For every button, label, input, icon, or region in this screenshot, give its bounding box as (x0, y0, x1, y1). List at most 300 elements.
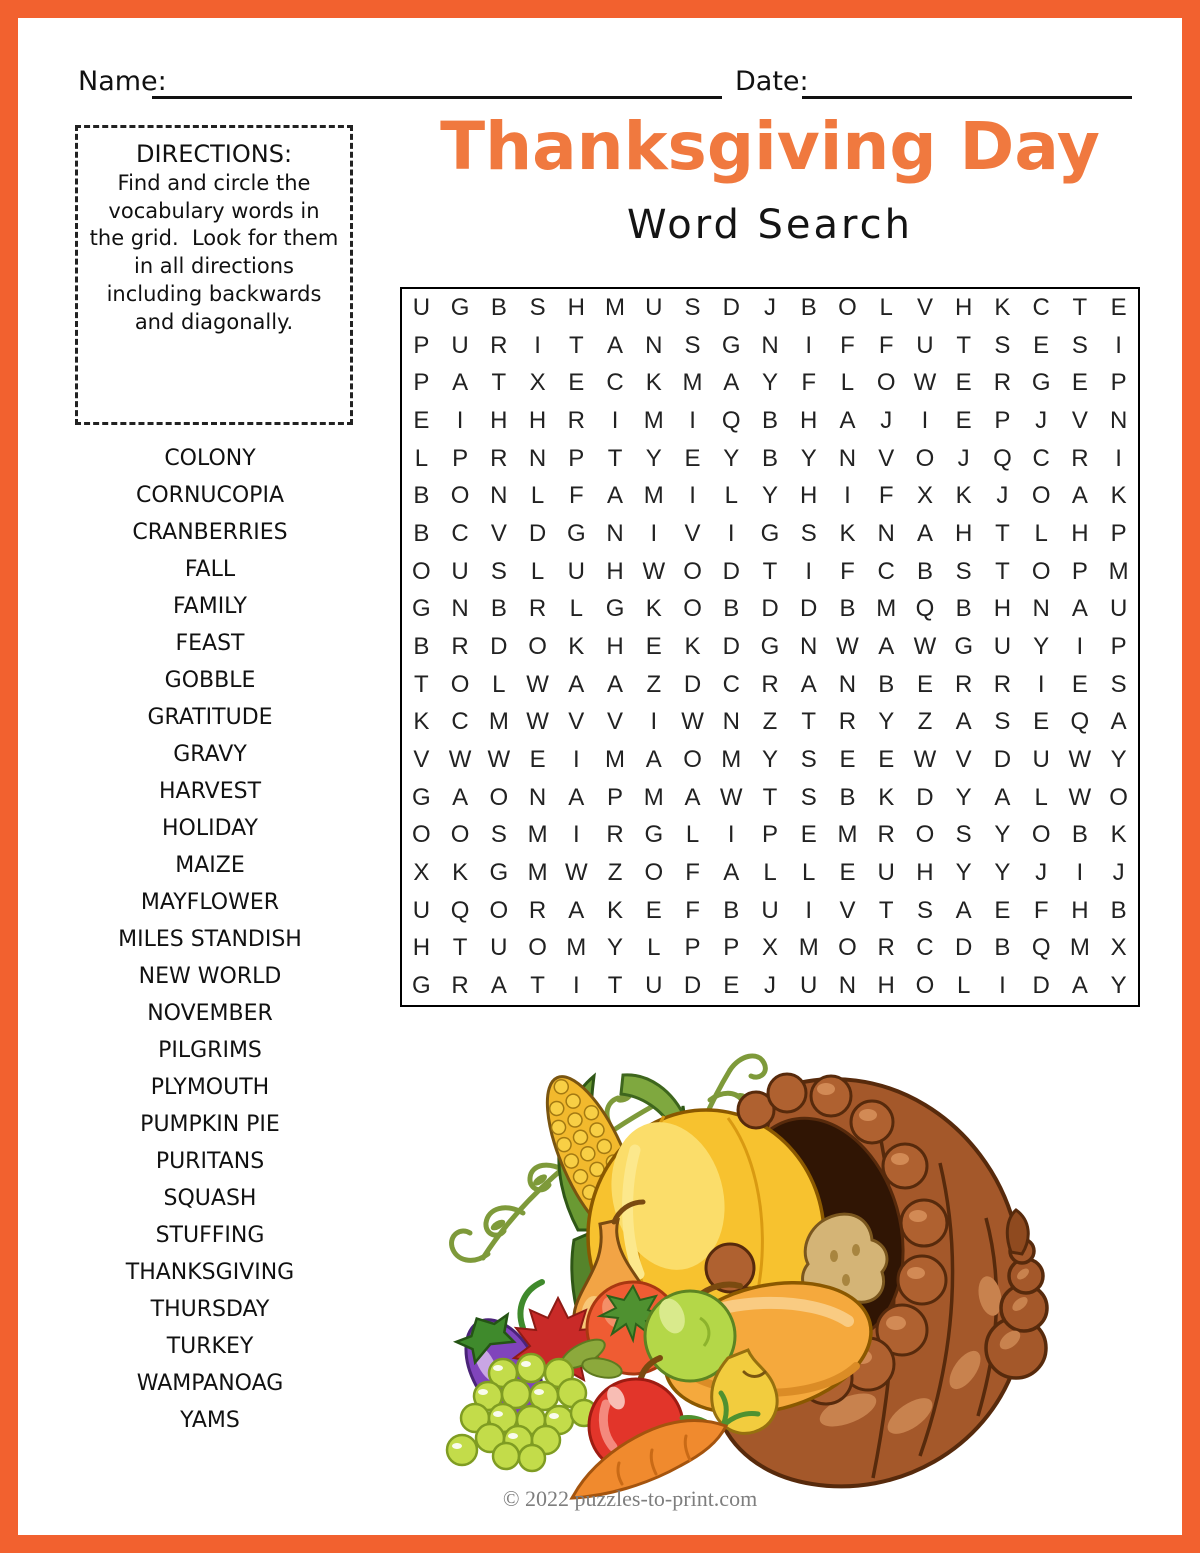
grid-letter: I (805, 557, 813, 585)
grid-letter: B (723, 896, 740, 924)
grid-letter: F (685, 859, 700, 887)
grid-letter: W (719, 783, 743, 811)
grid-letter: S (684, 293, 701, 321)
grid-letter: H (490, 406, 508, 434)
grid-letter: U (1109, 595, 1128, 623)
grid-letter: I (572, 821, 580, 849)
grid-letter: E (1110, 293, 1127, 321)
grid-letter: H (800, 406, 818, 434)
grid-letter: X (1110, 934, 1127, 962)
grid-letter: Y (1033, 632, 1050, 660)
grid-letter: Z (917, 708, 933, 736)
grid-letter: K (1110, 821, 1127, 849)
grid-letter: W (913, 746, 937, 774)
grid-letter: I (572, 746, 580, 774)
grid-letter: S (800, 519, 817, 547)
grid-letter: R (1071, 444, 1089, 472)
grid-letter: W (913, 632, 937, 660)
grid-letter: B (761, 406, 778, 434)
grid-letter: O (838, 293, 857, 321)
grid-letter: C (606, 369, 624, 397)
grid-letter: G (760, 519, 780, 547)
grid-letter: Y (1110, 746, 1127, 774)
grid-letter: U (412, 896, 431, 924)
grid-letter: C (722, 670, 740, 698)
grid-letter: P (607, 783, 624, 811)
grid-letter: Y (955, 859, 972, 887)
word-search-grid (400, 287, 1140, 1007)
name-blank-line[interactable] (152, 66, 722, 99)
grid-letter: M (527, 859, 548, 887)
grid-letter: I (999, 972, 1006, 1000)
grid-letter: J (957, 444, 970, 472)
word-list-item: MAYFLOWER (140, 890, 280, 915)
grid-letter: E (723, 972, 740, 1000)
grid-letter: H (955, 519, 973, 547)
grid-letter: N (1032, 595, 1050, 623)
grid-letter: I (844, 482, 851, 510)
grid-letter: V (955, 746, 972, 774)
word-list-item: TURKEY (166, 1334, 254, 1359)
grid-letter: D (993, 746, 1012, 774)
grid-letter: M (798, 934, 819, 962)
grid-letter: L (530, 482, 545, 510)
grid-letter: L (1034, 783, 1048, 811)
word-list-item: GRATITUDE (147, 705, 273, 730)
grid-letter: C (451, 708, 469, 736)
grid-letter: D (722, 632, 740, 660)
grid-letter: U (993, 632, 1012, 660)
word-list-item: COLONY (164, 446, 256, 471)
grid-letter: S (994, 708, 1011, 736)
grid-letter: M (643, 783, 664, 811)
grid-letter: Q (1031, 934, 1051, 962)
grid-letter: M (1108, 557, 1129, 585)
grid-letter: F (568, 482, 584, 510)
grid-letter: U (916, 331, 934, 359)
grid-letter: H (993, 595, 1012, 623)
grid-letter: H (528, 406, 547, 434)
grid-letter: N (645, 331, 663, 359)
grid-letter: B (800, 293, 817, 321)
grid-letter: D (722, 293, 740, 321)
grid-letter: O (1031, 557, 1051, 585)
grid-letter: F (878, 482, 894, 510)
grid-letter: L (647, 934, 661, 962)
grid-letter: V (684, 519, 701, 547)
grid-letter: K (839, 519, 856, 547)
grid-letter: L (414, 444, 429, 472)
word-list-item: WAMPANOAG (136, 1371, 284, 1396)
grid-letter: Y (645, 444, 662, 472)
grid-letter: F (685, 896, 700, 924)
grid-letter: G (1031, 369, 1051, 397)
grid-letter: A (1110, 708, 1127, 736)
grid-letter: Y (607, 934, 624, 962)
grid-letter: F (840, 331, 855, 359)
grid-letter: L (957, 972, 971, 1000)
word-list-item: FAMILY (173, 594, 247, 619)
grid-letter: V (1071, 406, 1088, 434)
grid-letter: C (1032, 444, 1050, 472)
grid-letter: A (452, 783, 469, 811)
grid-letter: D (683, 972, 702, 1000)
grid-letter: M (605, 293, 626, 321)
word-list-item: FALL (184, 557, 236, 582)
grid-letter: O (876, 369, 896, 397)
word-list-item: CRANBERRIES (132, 520, 288, 545)
grid-letter: C (916, 934, 934, 962)
grid-letter: N (838, 972, 857, 1000)
grid-letter: D (490, 632, 508, 660)
grid-letter: T (878, 896, 894, 924)
grid-letter: K (1110, 482, 1127, 510)
grid-letter: H (800, 482, 818, 510)
grid-letter: K (684, 632, 701, 660)
word-list-item: GOBBLE (164, 668, 256, 693)
grid-letter: P (1071, 557, 1088, 585)
page-title: Thanksgiving Day (440, 108, 1100, 185)
grid-letter: A (607, 670, 624, 698)
grid-letter: V (878, 444, 895, 472)
grid-letter: R (877, 934, 895, 962)
grid-letter: B (723, 595, 740, 623)
grid-letter: M (682, 369, 703, 397)
grid-letter: G (412, 972, 431, 1000)
grid-letter: S (1110, 670, 1127, 698)
grid-letter: B (1110, 896, 1127, 924)
grid-letter: E (878, 746, 895, 774)
grid-letter: T (956, 331, 972, 359)
grid-letter: B (413, 519, 430, 547)
grid-letter: B (413, 632, 430, 660)
grid-letter: R (567, 406, 585, 434)
grid-letter: W (836, 632, 859, 660)
word-list-item: MAIZE (175, 853, 245, 878)
grid-letter: A (955, 896, 972, 924)
grid-letter: T (762, 557, 778, 585)
grid-letter: J (1035, 859, 1048, 887)
grid-letter: A (645, 746, 662, 774)
grid-letter: G (721, 331, 741, 359)
grid-letter: D (916, 783, 934, 811)
grid-letter: I (689, 482, 696, 510)
grid-letter: E (1071, 670, 1088, 698)
grid-letter: G (760, 632, 780, 660)
grid-letter: M (566, 934, 587, 962)
grid-letter: I (534, 331, 541, 359)
grid-letter: R (838, 708, 857, 736)
word-list-item: GRAVY (173, 742, 247, 767)
grid-letter: P (723, 934, 740, 962)
grid-letter: E (1033, 331, 1050, 359)
grid-letter: E (839, 859, 856, 887)
grid-letter: R (606, 821, 624, 849)
grid-letter: E (529, 746, 546, 774)
grid-letter: A (684, 783, 701, 811)
grid-letter: T (995, 557, 1010, 585)
grid-letter: G (566, 519, 586, 547)
word-list-item: YAMS (180, 1408, 240, 1433)
grid-letter: S (955, 821, 972, 849)
grid-letter: A (1071, 972, 1088, 1000)
grid-letter: P (413, 331, 430, 359)
grid-letter: K (607, 896, 624, 924)
grid-letter: Y (1110, 972, 1127, 1000)
grid-letter: V (839, 896, 856, 924)
grid-letter: L (763, 859, 777, 887)
grid-letter: B (413, 482, 430, 510)
grid-letter: I (921, 406, 929, 434)
grid-letter: Q (450, 896, 470, 924)
grid-letter: I (805, 331, 813, 359)
grid-letter: I (650, 519, 658, 547)
grid-letter: R (528, 595, 547, 623)
grid-letter: P (684, 934, 701, 962)
grid-letter: T (491, 369, 507, 397)
word-list-item: THURSDAY (150, 1297, 270, 1322)
grid-letter: T (607, 444, 623, 472)
grid-letter: A (723, 369, 740, 397)
grid-letter: T (995, 519, 1010, 547)
grid-letter: B (490, 595, 507, 623)
grid-letter: I (1076, 859, 1084, 887)
grid-letter: M (1069, 934, 1090, 962)
grid-letter: E (645, 896, 662, 924)
grid-letter: C (1032, 293, 1050, 321)
grid-letter: K (645, 595, 662, 623)
grid-letter: X (761, 934, 778, 962)
grid-letter: B (878, 670, 895, 698)
grid-letter: G (605, 595, 625, 623)
grid-letter: A (723, 859, 740, 887)
grid-letter: O (683, 557, 702, 585)
grid-letter: O (915, 444, 935, 472)
grid-letter: R (761, 670, 779, 698)
grid-letter: P (413, 369, 430, 397)
grid-letter: S (800, 746, 817, 774)
grid-letter: A (800, 670, 817, 698)
page-subtitle: Word Search (627, 202, 913, 248)
grid-letter: Z (607, 859, 623, 887)
grid-letter: H (877, 972, 895, 1000)
grid-letter: A (916, 519, 933, 547)
grid-letter: J (996, 482, 1009, 510)
grid-letter: F (801, 369, 817, 397)
grid-letter: O (528, 632, 547, 660)
grid-letter: Y (994, 821, 1011, 849)
grid-letter: O (838, 934, 857, 962)
grid-letter: B (490, 293, 507, 321)
grid-letter: Y (723, 444, 740, 472)
grid-letter: H (412, 934, 431, 962)
grid-letter: I (805, 896, 813, 924)
grid-letter: R (451, 972, 469, 1000)
grid-letter: E (645, 632, 662, 660)
grid-letter: B (839, 595, 856, 623)
grid-letter: G (412, 783, 431, 811)
word-list-item: STUFFING (155, 1223, 265, 1248)
word-list-item: SQUASH (163, 1186, 257, 1211)
grid-letter: G (644, 821, 664, 849)
grid-letter: A (607, 331, 624, 359)
grid-letter: L (724, 482, 738, 510)
grid-letter: A (568, 783, 585, 811)
grid-letter: C (877, 557, 895, 585)
word-list-item: PURITANS (155, 1149, 265, 1174)
grid-letter: I (727, 519, 735, 547)
grid-letter: I (689, 406, 696, 434)
grid-letter: I (650, 708, 658, 736)
date-blank-line[interactable] (802, 66, 1132, 99)
grid-letter: Q (915, 595, 935, 623)
grid-letter: N (838, 444, 857, 472)
grid-letter: M (837, 821, 858, 849)
grid-letter: I (1037, 670, 1045, 698)
grid-letter: H (1071, 519, 1089, 547)
grid-letter: N (838, 670, 857, 698)
grid-letter: V (607, 708, 624, 736)
grid-letter: O (644, 859, 664, 887)
grid-letter: Q (721, 406, 741, 434)
grid-letter: G (450, 293, 470, 321)
grid-letter: W (681, 708, 704, 736)
grid-letter: S (916, 896, 933, 924)
grid-letter: O (412, 821, 431, 849)
grid-letter: M (643, 406, 664, 434)
grid-letter: V (568, 708, 585, 736)
grid-letter: N (528, 783, 547, 811)
grid-letter: L (492, 670, 506, 698)
word-list-item: PLYMOUTH (150, 1075, 270, 1100)
grid-letter: K (878, 783, 895, 811)
word-list-item: MILES STANDISH (118, 927, 302, 952)
grid-letter: L (802, 859, 816, 887)
grid-letter: T (1072, 293, 1088, 321)
grid-letter: O (450, 670, 470, 698)
cornucopia-illustration (428, 1018, 1090, 1505)
grid-letter: J (763, 293, 776, 321)
grid-letter: M (876, 595, 897, 623)
grid-letter: A (878, 632, 895, 660)
grid-letter: M (527, 821, 548, 849)
grid-letter: E (413, 406, 430, 434)
grid-letter: W (642, 557, 666, 585)
grid-letter: V (916, 293, 933, 321)
copyright-text: © 2022 puzzles-to-print.com (502, 1486, 758, 1511)
grid-letter: S (684, 331, 701, 359)
grid-letter: T (530, 972, 545, 1000)
grid-letter: M (721, 746, 742, 774)
grid-letter: B (916, 557, 933, 585)
grid-letter: U (451, 557, 469, 585)
grid-letter: Y (878, 708, 895, 736)
grid-letter: J (1112, 859, 1125, 887)
grid-letter: H (955, 293, 973, 321)
grid-letter: U (645, 972, 663, 1000)
grid-letter: R (955, 670, 973, 698)
grid-letter: Q (1070, 708, 1090, 736)
grid-letter: U (1032, 746, 1050, 774)
grid-letter: R (490, 444, 508, 472)
grid-letter: E (800, 821, 817, 849)
grid-letter: S (490, 821, 507, 849)
word-list-item: HOLIDAY (162, 816, 258, 841)
grid-letter: W (526, 670, 549, 698)
grid-letter: R (993, 369, 1012, 397)
grid-letter: X (529, 369, 546, 397)
grid-letter: O (1031, 482, 1051, 510)
grid-letter: E (955, 406, 972, 434)
grid-letter: M (643, 482, 664, 510)
grid-letter: J (1035, 406, 1048, 434)
grid-letter: O (1109, 783, 1128, 811)
grid-letter: R (877, 821, 895, 849)
grid-letter: P (568, 444, 585, 472)
grid-letter: W (487, 746, 511, 774)
grid-letter: A (1071, 595, 1088, 623)
grid-letter: A (568, 896, 585, 924)
grid-letter: V (490, 519, 507, 547)
grid-letter: N (490, 482, 508, 510)
grid-letter: O (450, 482, 470, 510)
grid-letter: E (994, 896, 1011, 924)
grid-letter: H (1071, 896, 1089, 924)
grid-letter: K (568, 632, 585, 660)
word-list-item: FEAST (175, 631, 245, 656)
grid-letter: I (727, 821, 735, 849)
grid-letter: S (529, 293, 546, 321)
grid-letter: O (683, 746, 702, 774)
grid-letter: X (413, 859, 430, 887)
grid-letter: N (528, 444, 547, 472)
grid-letter: F (1033, 896, 1049, 924)
grid-letter: C (451, 519, 469, 547)
grid-letter: O (489, 896, 509, 924)
grid-letter: B (994, 934, 1011, 962)
grid-letter: Y (800, 444, 817, 472)
grid-letter: N (877, 519, 895, 547)
grid-letter: L (879, 293, 893, 321)
grid-letter: O (489, 783, 509, 811)
grid-letter: Y (761, 369, 778, 397)
grid-letter: J (880, 406, 893, 434)
grid-letter: T (762, 783, 778, 811)
grid-letter: E (916, 670, 933, 698)
grid-letter: N (451, 595, 469, 623)
grid-letter: U (567, 557, 585, 585)
grid-letter: E (839, 746, 856, 774)
word-list-item: NOVEMBER (147, 1001, 273, 1026)
grid-letter: S (955, 557, 972, 585)
grid-letter: A (955, 708, 972, 736)
grid-letter: H (916, 859, 934, 887)
grid-letter: Z (646, 670, 662, 698)
grid-letter: B (1071, 821, 1088, 849)
grid-letter: Y (994, 859, 1011, 887)
grid-letter: P (452, 444, 469, 472)
grid-letter: S (490, 557, 507, 585)
grid-letter: P (1110, 632, 1127, 660)
grid-letter: U (490, 934, 508, 962)
grid-letter: E (1033, 708, 1050, 736)
grid-letter: K (452, 859, 469, 887)
grid-letter: G (489, 859, 509, 887)
grid-letter: E (568, 369, 585, 397)
grid-letter: U (800, 972, 818, 1000)
grid-letter: N (722, 708, 740, 736)
grid-letter: T (452, 934, 468, 962)
